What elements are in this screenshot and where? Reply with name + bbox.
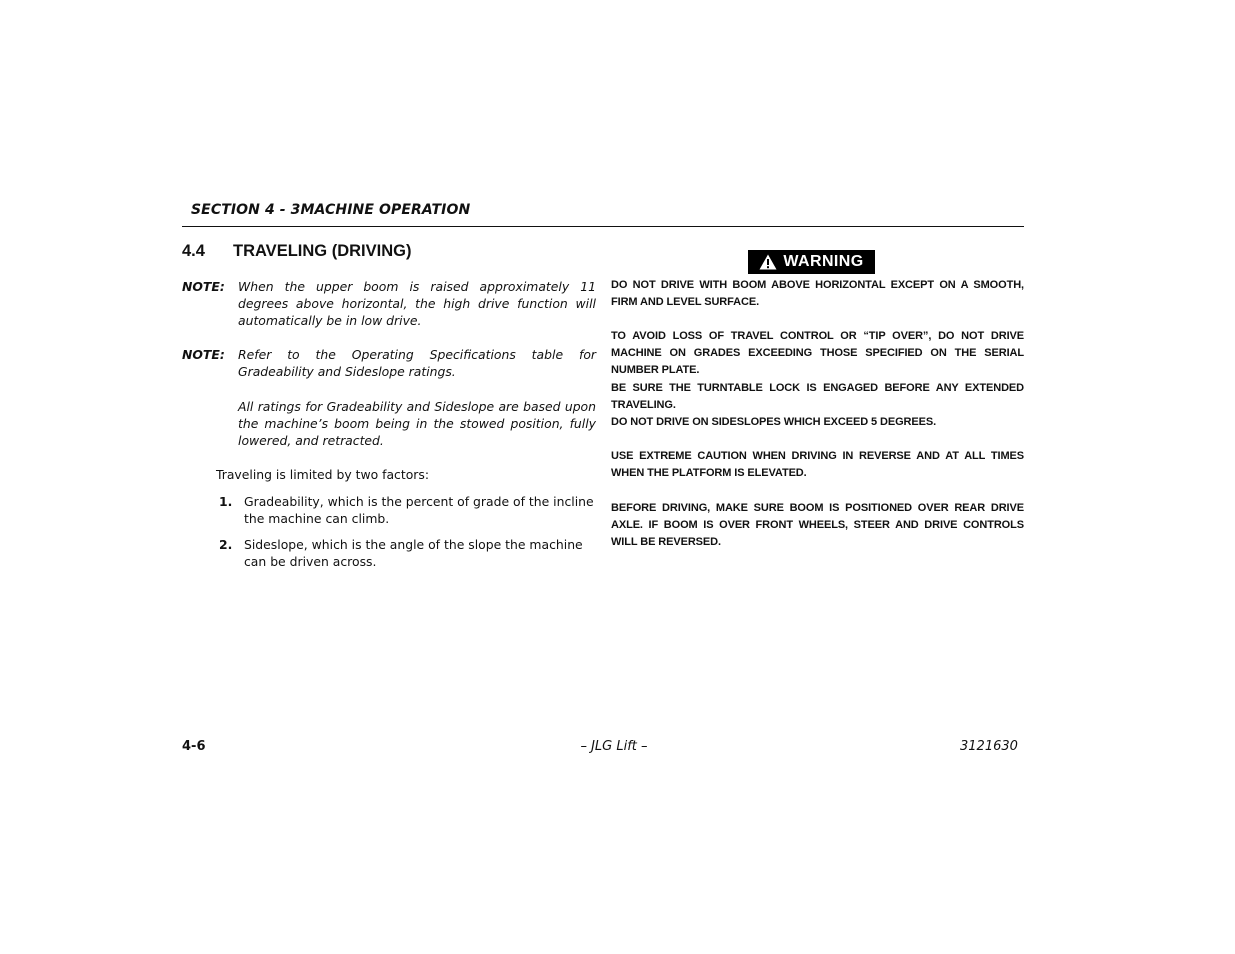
warning-item: TO AVOID LOSS OF TRAVEL CONTROL OR “TIP OVER”, DO NOT DRIVE MACHINE ON GRADES EXCEEDING THOSE SPECIFIED ON THE SERIAL NUMBER PLATE. xyxy=(611,330,1024,376)
document-number: 3121630 xyxy=(960,739,1018,754)
heading-title: TRAVELING (DRIVING) xyxy=(233,242,412,260)
list-number: 1. xyxy=(219,494,233,509)
warning-triangle-icon xyxy=(759,254,777,270)
warning-item: DO NOT DRIVE ON SIDESLOPES WHICH EXCEED 5 DEGREES. xyxy=(611,416,937,428)
heading-number: 4.4 xyxy=(182,242,205,260)
page-number: 4-6 xyxy=(182,739,206,754)
warning-badge xyxy=(748,250,875,274)
section-heading xyxy=(182,242,411,261)
warning-item: DO NOT DRIVE WITH BOOM ABOVE HORIZONTAL EXCEPT ON A SMOOTH, FIRM AND LEVEL SURFACE. xyxy=(611,279,1024,308)
list-text: Sideslope, which is the angle of the slope the machine can be driven across. xyxy=(244,537,583,569)
note-label: NOTE: xyxy=(182,279,225,294)
list-text: Gradeability, which is the percent of grade of the incline the machine can climb. xyxy=(244,494,594,526)
list-item xyxy=(219,493,597,527)
warning-item: BE SURE THE TURNTABLE LOCK IS ENGAGED BEFORE ANY EXTENDED TRAVELING. xyxy=(611,382,1024,411)
note-text: When the upper boom is raised approximately 11 degrees above horizontal, the high drive function will automatically be in low drive. xyxy=(238,279,596,328)
note-text: All ratings for Gradeability and Sideslope are based upon the machine’s boom being in the stowed position, fully lowered, and retracted. xyxy=(238,399,596,448)
list-item xyxy=(219,536,597,570)
note-text: Refer to the Operating Specifications table for Gradeability and Sideslope ratings. xyxy=(238,347,596,379)
warning-item: USE EXTREME CAUTION WHEN DRIVING IN REVERSE AND AT ALL TIMES WHEN THE PLATFORM IS ELEVATED. xyxy=(611,450,1024,479)
note-ratings xyxy=(182,346,596,449)
header-rule xyxy=(182,226,1024,227)
intro-text: Traveling is limited by two factors: xyxy=(216,467,430,482)
note-boom-raised xyxy=(182,278,596,329)
warning-item: BEFORE DRIVING, MAKE SURE BOOM IS POSITIONED OVER REAR DRIVE AXLE. IF BOOM IS OVER FRONT WHEELS, STEER AND DRIVE CONTROLS WILL BE REVERSED. xyxy=(611,502,1024,548)
note-label: NOTE: xyxy=(182,347,225,362)
footer-title: – JLG Lift – xyxy=(580,739,648,754)
warning-label: WARNING xyxy=(783,253,864,270)
section-title: SECTION 4 - 3MACHINE OPERATION xyxy=(191,202,471,218)
list-number: 2. xyxy=(219,537,233,552)
